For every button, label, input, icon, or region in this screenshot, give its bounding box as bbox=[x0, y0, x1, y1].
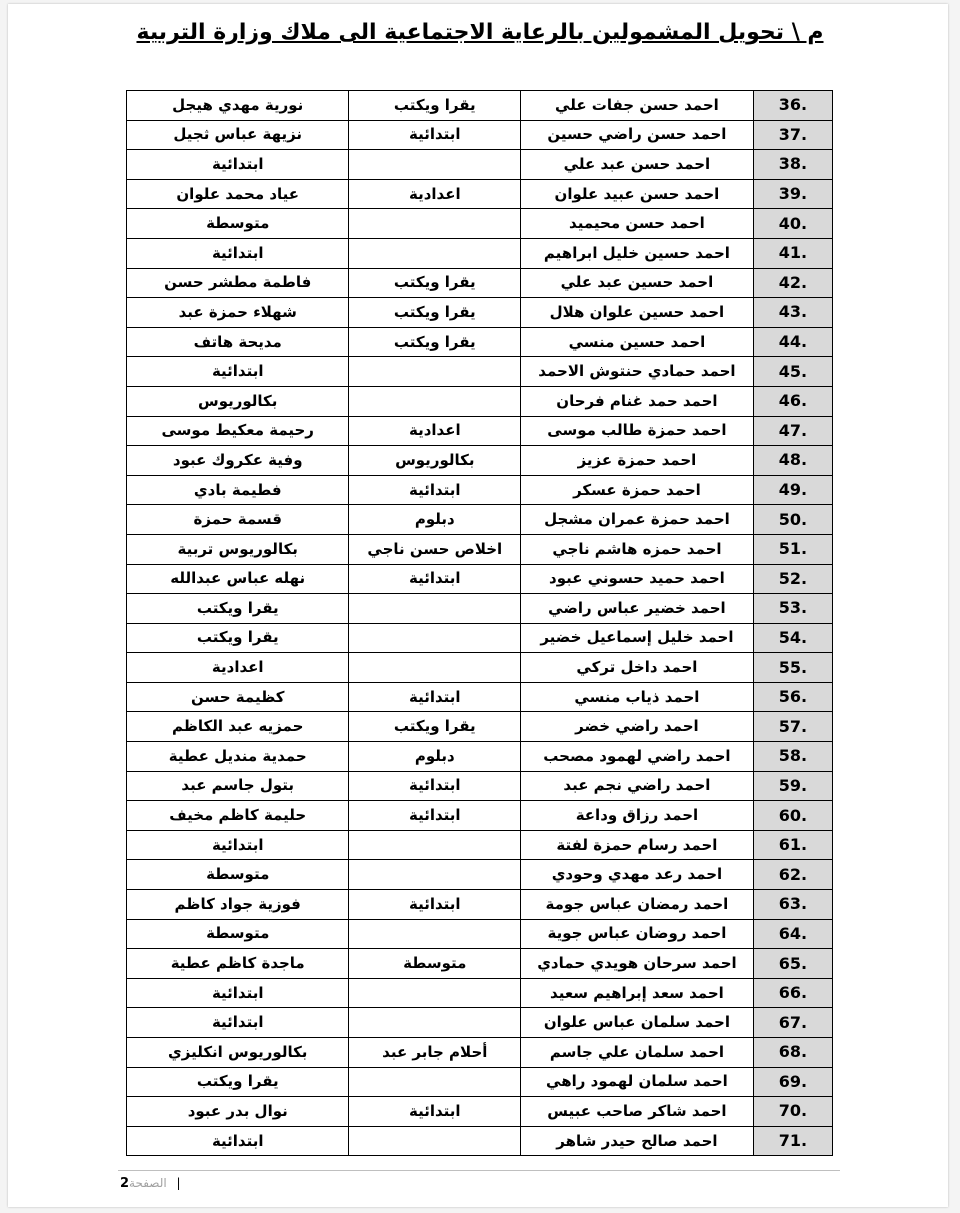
table-row bbox=[127, 978, 833, 1008]
education-cell bbox=[349, 653, 521, 683]
row-number-cell: 63. bbox=[753, 890, 832, 920]
row-number-cell: 67. bbox=[753, 1008, 832, 1038]
table-row bbox=[127, 712, 833, 742]
education-cell bbox=[349, 978, 521, 1008]
spouse-cell: نزيهة عباس ثجيل bbox=[127, 120, 349, 150]
name-cell: احمد حسن عبيد علوان bbox=[521, 179, 754, 209]
table-row bbox=[127, 150, 833, 180]
table-row bbox=[127, 830, 833, 860]
spouse-cell: متوسطة bbox=[127, 209, 349, 239]
spouse-cell: شهلاء حمزة عبد bbox=[127, 298, 349, 328]
spouse-cell: فطيمة بادي bbox=[127, 475, 349, 505]
education-cell bbox=[349, 357, 521, 387]
name-cell: احمد حمزة عمران مشجل bbox=[521, 505, 754, 535]
footer-separator: | bbox=[176, 1176, 181, 1190]
spouse-cell: ابتدائية bbox=[127, 357, 349, 387]
name-cell: احمد رسام حمزة لفتة bbox=[521, 830, 754, 860]
table-row bbox=[127, 1067, 833, 1097]
education-cell: ابتدائية bbox=[349, 890, 521, 920]
table-row bbox=[127, 327, 833, 357]
table-row bbox=[127, 534, 833, 564]
table-row bbox=[127, 682, 833, 712]
row-number-cell: 48. bbox=[753, 446, 832, 476]
name-cell: احمد حمادي حنتوش الاحمد bbox=[521, 357, 754, 387]
name-cell: احمد حسين منسي bbox=[521, 327, 754, 357]
name-cell: احمد سرحان هويدي حمادي bbox=[521, 949, 754, 979]
row-number-cell: 62. bbox=[753, 860, 832, 890]
row-number-cell: 51. bbox=[753, 534, 832, 564]
row-number-cell: 44. bbox=[753, 327, 832, 357]
table-row bbox=[127, 1038, 833, 1068]
education-cell: ابتدائية bbox=[349, 564, 521, 594]
education-cell: اخلاص حسن ناجي bbox=[349, 534, 521, 564]
spouse-cell: بكالوريوس انكليزي bbox=[127, 1038, 349, 1068]
education-cell: دبلوم bbox=[349, 505, 521, 535]
table-row bbox=[127, 771, 833, 801]
education-cell: ابتدائية bbox=[349, 801, 521, 831]
table-row bbox=[127, 179, 833, 209]
name-cell: احمد رمضان عباس جومة bbox=[521, 890, 754, 920]
name-cell: احمد ذياب منسي bbox=[521, 682, 754, 712]
spouse-cell: يقرا ويكتب bbox=[127, 1067, 349, 1097]
name-cell: احمد حسين عبد علي bbox=[521, 268, 754, 298]
education-cell bbox=[349, 1126, 521, 1156]
spouse-cell: مديحة هاتف bbox=[127, 327, 349, 357]
row-number-cell: 68. bbox=[753, 1038, 832, 1068]
table-row bbox=[127, 357, 833, 387]
name-cell: احمد حميد حسوني عبود bbox=[521, 564, 754, 594]
education-cell bbox=[349, 150, 521, 180]
table-row bbox=[127, 238, 833, 268]
table-row bbox=[127, 446, 833, 476]
education-cell: دبلوم bbox=[349, 742, 521, 772]
table-row bbox=[127, 386, 833, 416]
row-number-cell: 66. bbox=[753, 978, 832, 1008]
row-number-cell: 49. bbox=[753, 475, 832, 505]
spouse-cell: رحيمة معكيط موسى bbox=[127, 416, 349, 446]
spouse-cell: حمزيه عبد الكاظم bbox=[127, 712, 349, 742]
education-cell: يقرا ويكتب bbox=[349, 327, 521, 357]
table-row bbox=[127, 890, 833, 920]
row-number-cell: 42. bbox=[753, 268, 832, 298]
name-cell: احمد رعد مهدي وحودي bbox=[521, 860, 754, 890]
education-cell bbox=[349, 238, 521, 268]
spouse-cell: يقرا ويكتب bbox=[127, 623, 349, 653]
name-cell: احمد حسن جفات علي bbox=[521, 91, 754, 121]
spouse-cell: نورية مهدي هيجل bbox=[127, 91, 349, 121]
education-cell bbox=[349, 623, 521, 653]
row-number-cell: 38. bbox=[753, 150, 832, 180]
spouse-cell: بكالوريوس bbox=[127, 386, 349, 416]
row-number-cell: 69. bbox=[753, 1067, 832, 1097]
name-cell: احمد حسين علوان هلال bbox=[521, 298, 754, 328]
education-cell bbox=[349, 1008, 521, 1038]
name-cell: احمد سعد إبراهيم سعيد bbox=[521, 978, 754, 1008]
table-row bbox=[127, 268, 833, 298]
education-cell bbox=[349, 209, 521, 239]
name-cell: احمد روضان عباس جوية bbox=[521, 919, 754, 949]
spouse-cell: نوال بدر عبود bbox=[127, 1097, 349, 1127]
row-number-cell: 57. bbox=[753, 712, 832, 742]
table-row bbox=[127, 120, 833, 150]
spouse-cell: ماجدة كاظم عطية bbox=[127, 949, 349, 979]
table-row bbox=[127, 209, 833, 239]
table-row bbox=[127, 1097, 833, 1127]
table-row bbox=[127, 623, 833, 653]
row-number-cell: 65. bbox=[753, 949, 832, 979]
education-cell: متوسطة bbox=[349, 949, 521, 979]
table-row bbox=[127, 801, 833, 831]
education-cell: يقرا ويكتب bbox=[349, 268, 521, 298]
education-cell bbox=[349, 860, 521, 890]
row-number-cell: 58. bbox=[753, 742, 832, 772]
page-number: 2 bbox=[120, 1176, 130, 1191]
spouse-cell: ابتدائية bbox=[127, 150, 349, 180]
table-row bbox=[127, 653, 833, 683]
education-cell: يقرا ويكتب bbox=[349, 91, 521, 121]
spouse-cell: ابتدائية bbox=[127, 978, 349, 1008]
row-number-cell: 39. bbox=[753, 179, 832, 209]
name-cell: احمد سلمان علي جاسم bbox=[521, 1038, 754, 1068]
education-cell: اعدادية bbox=[349, 179, 521, 209]
spouse-cell: ابتدائية bbox=[127, 1008, 349, 1038]
table-row bbox=[127, 91, 833, 121]
table-row bbox=[127, 1008, 833, 1038]
table-row bbox=[127, 475, 833, 505]
table-row bbox=[127, 860, 833, 890]
table-row bbox=[127, 949, 833, 979]
education-cell: أحلام جابر عبد bbox=[349, 1038, 521, 1068]
spouse-cell: ابتدائية bbox=[127, 1126, 349, 1156]
row-number-cell: 55. bbox=[753, 653, 832, 683]
table-row bbox=[127, 919, 833, 949]
row-number-cell: 40. bbox=[753, 209, 832, 239]
name-cell: احمد شاكر صاحب عبيس bbox=[521, 1097, 754, 1127]
row-number-cell: 53. bbox=[753, 594, 832, 624]
spouse-cell: بكالوريوس تربية bbox=[127, 534, 349, 564]
spouse-cell: فاطمة مطشر حسن bbox=[127, 268, 349, 298]
row-number-cell: 47. bbox=[753, 416, 832, 446]
row-number-cell: 52. bbox=[753, 564, 832, 594]
education-cell bbox=[349, 386, 521, 416]
name-cell: احمد سلمان لهمود راهي bbox=[521, 1067, 754, 1097]
row-number-cell: 64. bbox=[753, 919, 832, 949]
name-cell: احمد راضي نجم عبد bbox=[521, 771, 754, 801]
spouse-cell: فوزية جواد كاظم bbox=[127, 890, 349, 920]
education-cell: ابتدائية bbox=[349, 771, 521, 801]
name-cell: احمد صالح حيدر شاهر bbox=[521, 1126, 754, 1156]
name-cell: احمد حمزة عزيز bbox=[521, 446, 754, 476]
education-cell: اعدادية bbox=[349, 416, 521, 446]
row-number-cell: 41. bbox=[753, 238, 832, 268]
row-number-cell: 70. bbox=[753, 1097, 832, 1127]
table-row bbox=[127, 298, 833, 328]
row-number-cell: 43. bbox=[753, 298, 832, 328]
row-number-cell: 54. bbox=[753, 623, 832, 653]
spouse-cell: اعدادية bbox=[127, 653, 349, 683]
table-row bbox=[127, 594, 833, 624]
document-title: م \ تحويل المشمولين بالرعاية الاجتماعية الى ملاك وزارة التربية bbox=[136, 20, 824, 45]
spouse-cell: متوسطة bbox=[127, 860, 349, 890]
row-number-cell: 50. bbox=[753, 505, 832, 535]
name-cell: احمد داخل تركي bbox=[521, 653, 754, 683]
row-number-cell: 60. bbox=[753, 801, 832, 831]
name-cell: احمد حمزة عسكر bbox=[521, 475, 754, 505]
education-cell bbox=[349, 594, 521, 624]
table-row bbox=[127, 505, 833, 535]
row-number-cell: 71. bbox=[753, 1126, 832, 1156]
name-cell: احمد راضي لهمود مصحب bbox=[521, 742, 754, 772]
table-row bbox=[127, 1126, 833, 1156]
row-number-cell: 56. bbox=[753, 682, 832, 712]
footer-divider bbox=[118, 1170, 840, 1171]
table-row bbox=[127, 742, 833, 772]
spouse-cell: ابتدائية bbox=[127, 238, 349, 268]
name-cell: احمد حمزة طالب موسى bbox=[521, 416, 754, 446]
education-cell: ابتدائية bbox=[349, 475, 521, 505]
education-cell bbox=[349, 1067, 521, 1097]
name-cell: احمد حسن عبد علي bbox=[521, 150, 754, 180]
spouse-cell: حمدية منديل عطية bbox=[127, 742, 349, 772]
spouse-cell: كظيمة حسن bbox=[127, 682, 349, 712]
education-cell: يقرا ويكتب bbox=[349, 298, 521, 328]
spouse-cell: وفية عكروك عبود bbox=[127, 446, 349, 476]
name-cell: احمد حمزه هاشم ناجي bbox=[521, 534, 754, 564]
row-number-cell: 45. bbox=[753, 357, 832, 387]
education-cell bbox=[349, 919, 521, 949]
education-cell: يقرا ويكتب bbox=[349, 712, 521, 742]
row-number-cell: 46. bbox=[753, 386, 832, 416]
education-cell: ابتدائية bbox=[349, 120, 521, 150]
table-body bbox=[127, 91, 833, 1156]
table-row bbox=[127, 564, 833, 594]
spouse-cell: حليمة كاظم مخيف bbox=[127, 801, 349, 831]
name-cell: احمد حمد غنام فرحان bbox=[521, 386, 754, 416]
education-cell: ابتدائية bbox=[349, 682, 521, 712]
spouse-cell: بتول جاسم عبد bbox=[127, 771, 349, 801]
name-cell: احمد سلمان عباس علوان bbox=[521, 1008, 754, 1038]
spouse-cell: قسمة حمزة bbox=[127, 505, 349, 535]
row-number-cell: 61. bbox=[753, 830, 832, 860]
name-cell: احمد خليل إسماعيل خضير bbox=[521, 623, 754, 653]
name-cell: احمد خضير عباس راضي bbox=[521, 594, 754, 624]
education-cell: ابتدائية bbox=[349, 1097, 521, 1127]
education-cell bbox=[349, 830, 521, 860]
name-cell: احمد راضي خضر bbox=[521, 712, 754, 742]
spouse-cell: عياد محمد علوان bbox=[127, 179, 349, 209]
spouse-cell: نهله عباس عبدالله bbox=[127, 564, 349, 594]
name-cell: احمد رزاق وداعة bbox=[521, 801, 754, 831]
education-cell: بكالوريوس bbox=[349, 446, 521, 476]
name-cell: احمد حسن راضي حسين bbox=[521, 120, 754, 150]
spouse-cell: متوسطة bbox=[127, 919, 349, 949]
beneficiaries-table bbox=[126, 90, 833, 1156]
table-row bbox=[127, 416, 833, 446]
row-number-cell: 37. bbox=[753, 120, 832, 150]
row-number-cell: 36. bbox=[753, 91, 832, 121]
spouse-cell: ابتدائية bbox=[127, 830, 349, 860]
name-cell: احمد حسن محيميد bbox=[521, 209, 754, 239]
row-number-cell: 59. bbox=[753, 771, 832, 801]
name-cell: احمد حسين خليل ابراهيم bbox=[521, 238, 754, 268]
page-label: الصفحة bbox=[129, 1176, 167, 1190]
spouse-cell: يقرا ويكتب bbox=[127, 594, 349, 624]
page-footer bbox=[120, 1176, 181, 1191]
